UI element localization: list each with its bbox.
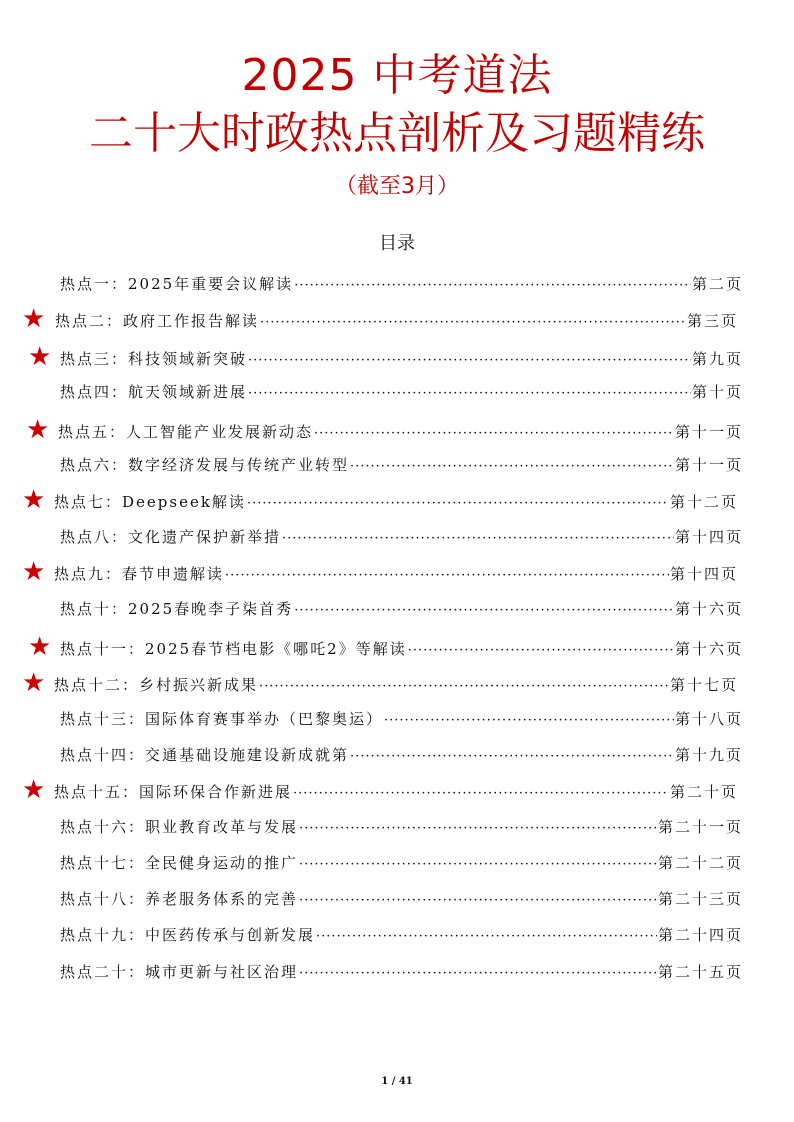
star-icon: ★ — [26, 415, 50, 445]
toc-entry-label: 热点一：2025年重要会议解读 — [60, 275, 294, 293]
toc-entry-label: 热点十三：国际体育赛事举办（巴黎奥运） — [60, 710, 384, 728]
toc-entry-page: 第二十三页 — [657, 890, 743, 908]
dot-leader — [293, 782, 669, 806]
toc-entry[interactable] — [0, 453, 794, 477]
dot-leader — [248, 382, 691, 406]
star-icon: ★ — [22, 557, 46, 587]
toc-entry[interactable] — [0, 887, 794, 911]
dot-leader — [294, 274, 691, 298]
toc-entry-label: 热点八：文化遗产保护新举措 — [60, 528, 282, 546]
toc-entry[interactable] — [0, 485, 794, 515]
toc-entry-page: 第十六页 — [674, 600, 743, 618]
toc-entry-label: 热点十五：国际环保合作新进展 — [54, 783, 293, 801]
dot-leader — [225, 564, 669, 588]
dot-leader — [247, 492, 669, 516]
star-icon: ★ — [28, 342, 52, 372]
document-subtitle: （截至3月） — [335, 174, 459, 199]
dot-leader — [299, 853, 657, 877]
toc-entry-label: 热点四：航天领域新进展 — [60, 383, 248, 401]
toc-entry[interactable] — [0, 815, 794, 839]
star-icon: ★ — [22, 668, 46, 698]
page-indicator: 1 / 41 — [381, 1076, 413, 1087]
dot-leader — [350, 455, 674, 479]
toc-entry[interactable] — [0, 342, 794, 372]
toc-entry-label: 热点十：2025春晚李子柒首秀 — [60, 600, 294, 618]
toc-entry[interactable] — [0, 272, 794, 296]
dot-leader — [259, 675, 669, 699]
dot-leader — [384, 709, 674, 733]
toc-entry-label: 热点九：春节申遗解读 — [54, 565, 225, 583]
toc-entry[interactable] — [0, 707, 794, 731]
star-icon: ★ — [22, 775, 46, 805]
dot-leader — [299, 962, 657, 986]
toc-entry-page: 第十九页 — [674, 746, 743, 764]
toc-entry-label: 热点十六：职业教育改革与发展 — [60, 818, 299, 836]
toc-entry[interactable] — [0, 743, 794, 767]
toc-entry-page: 第十一页 — [674, 423, 743, 441]
toc-entry-label: 热点十八：养老服务体系的完善 — [60, 890, 299, 908]
dot-leader — [260, 311, 686, 335]
toc-entry-label: 热点五：人工智能产业发展新动态 — [58, 423, 314, 441]
toc-entry-label: 热点三：科技领域新突破 — [60, 350, 248, 368]
toc-entry-page: 第二十二页 — [657, 854, 743, 872]
toc-entry-page: 第二十页 — [669, 783, 738, 801]
toc-entry[interactable] — [0, 415, 794, 445]
toc-entry[interactable] — [0, 632, 794, 662]
toc-entry-label: 热点十一：2025春节档电影《哪吒2》等解读 — [60, 640, 407, 658]
toc-entry[interactable] — [0, 380, 794, 404]
toc-entry[interactable] — [0, 775, 794, 805]
dot-leader — [248, 349, 691, 373]
toc-entry[interactable] — [0, 851, 794, 875]
toc-entry[interactable] — [0, 668, 794, 698]
toc-entry[interactable] — [0, 304, 794, 334]
dot-leader — [316, 925, 657, 949]
toc-entry[interactable] — [0, 960, 794, 984]
document-title-line2: 二十大时政热点剖析及习题精练 — [89, 108, 705, 159]
toc-heading: 目录 — [379, 233, 415, 254]
toc-entry-label: 热点二：政府工作报告解读 — [55, 312, 260, 330]
toc-entry-page: 第九页 — [691, 350, 743, 368]
document-title-line1: 2025 中考道法 — [241, 50, 553, 101]
toc-entry-label: 热点六：数字经济发展与传统产业转型 — [60, 456, 350, 474]
toc-entry[interactable] — [0, 923, 794, 947]
star-icon: ★ — [22, 485, 46, 515]
toc-entry-label: 热点十二：乡村振兴新成果 — [54, 676, 259, 694]
toc-entry[interactable] — [0, 557, 794, 587]
toc-entry-label: 热点七：Deepseek解读 — [54, 493, 246, 511]
toc-entry-page: 第十一页 — [674, 456, 743, 474]
dot-leader — [299, 889, 657, 913]
dot-leader — [299, 817, 657, 841]
toc-entry-page: 第十二页 — [669, 493, 738, 511]
toc-entry-page: 第十七页 — [669, 676, 738, 694]
toc-entry-label: 热点十七：全民健身运动的推广 — [60, 854, 299, 872]
toc-entry[interactable] — [0, 525, 794, 549]
dot-leader — [294, 599, 674, 623]
toc-entry-page: 第十四页 — [669, 565, 738, 583]
toc-entry-page: 第二十一页 — [657, 818, 743, 836]
toc-entry[interactable] — [0, 597, 794, 621]
toc-entry-page: 第十页 — [691, 383, 743, 401]
toc-entry-page: 第三页 — [686, 312, 738, 330]
dot-leader — [408, 639, 674, 663]
toc-entry-page: 第二十四页 — [657, 926, 743, 944]
toc-entry-page: 第十四页 — [674, 528, 743, 546]
dot-leader — [282, 527, 674, 551]
star-icon: ★ — [28, 632, 52, 662]
toc-entry-page: 第十八页 — [674, 710, 743, 728]
dot-leader — [314, 422, 674, 446]
toc-entry-label: 热点十四：交通基础设施建设新成就第 — [60, 746, 350, 764]
toc-entry-label: 热点二十：城市更新与社区治理 — [60, 963, 299, 981]
toc-entry-page: 第二十五页 — [657, 963, 743, 981]
toc-entry-page: 第二页 — [691, 275, 743, 293]
toc-entry-label: 热点十九：中医药传承与创新发展 — [60, 926, 316, 944]
dot-leader — [350, 745, 674, 769]
star-icon: ★ — [22, 304, 46, 334]
toc-entry-page: 第十六页 — [674, 640, 743, 658]
